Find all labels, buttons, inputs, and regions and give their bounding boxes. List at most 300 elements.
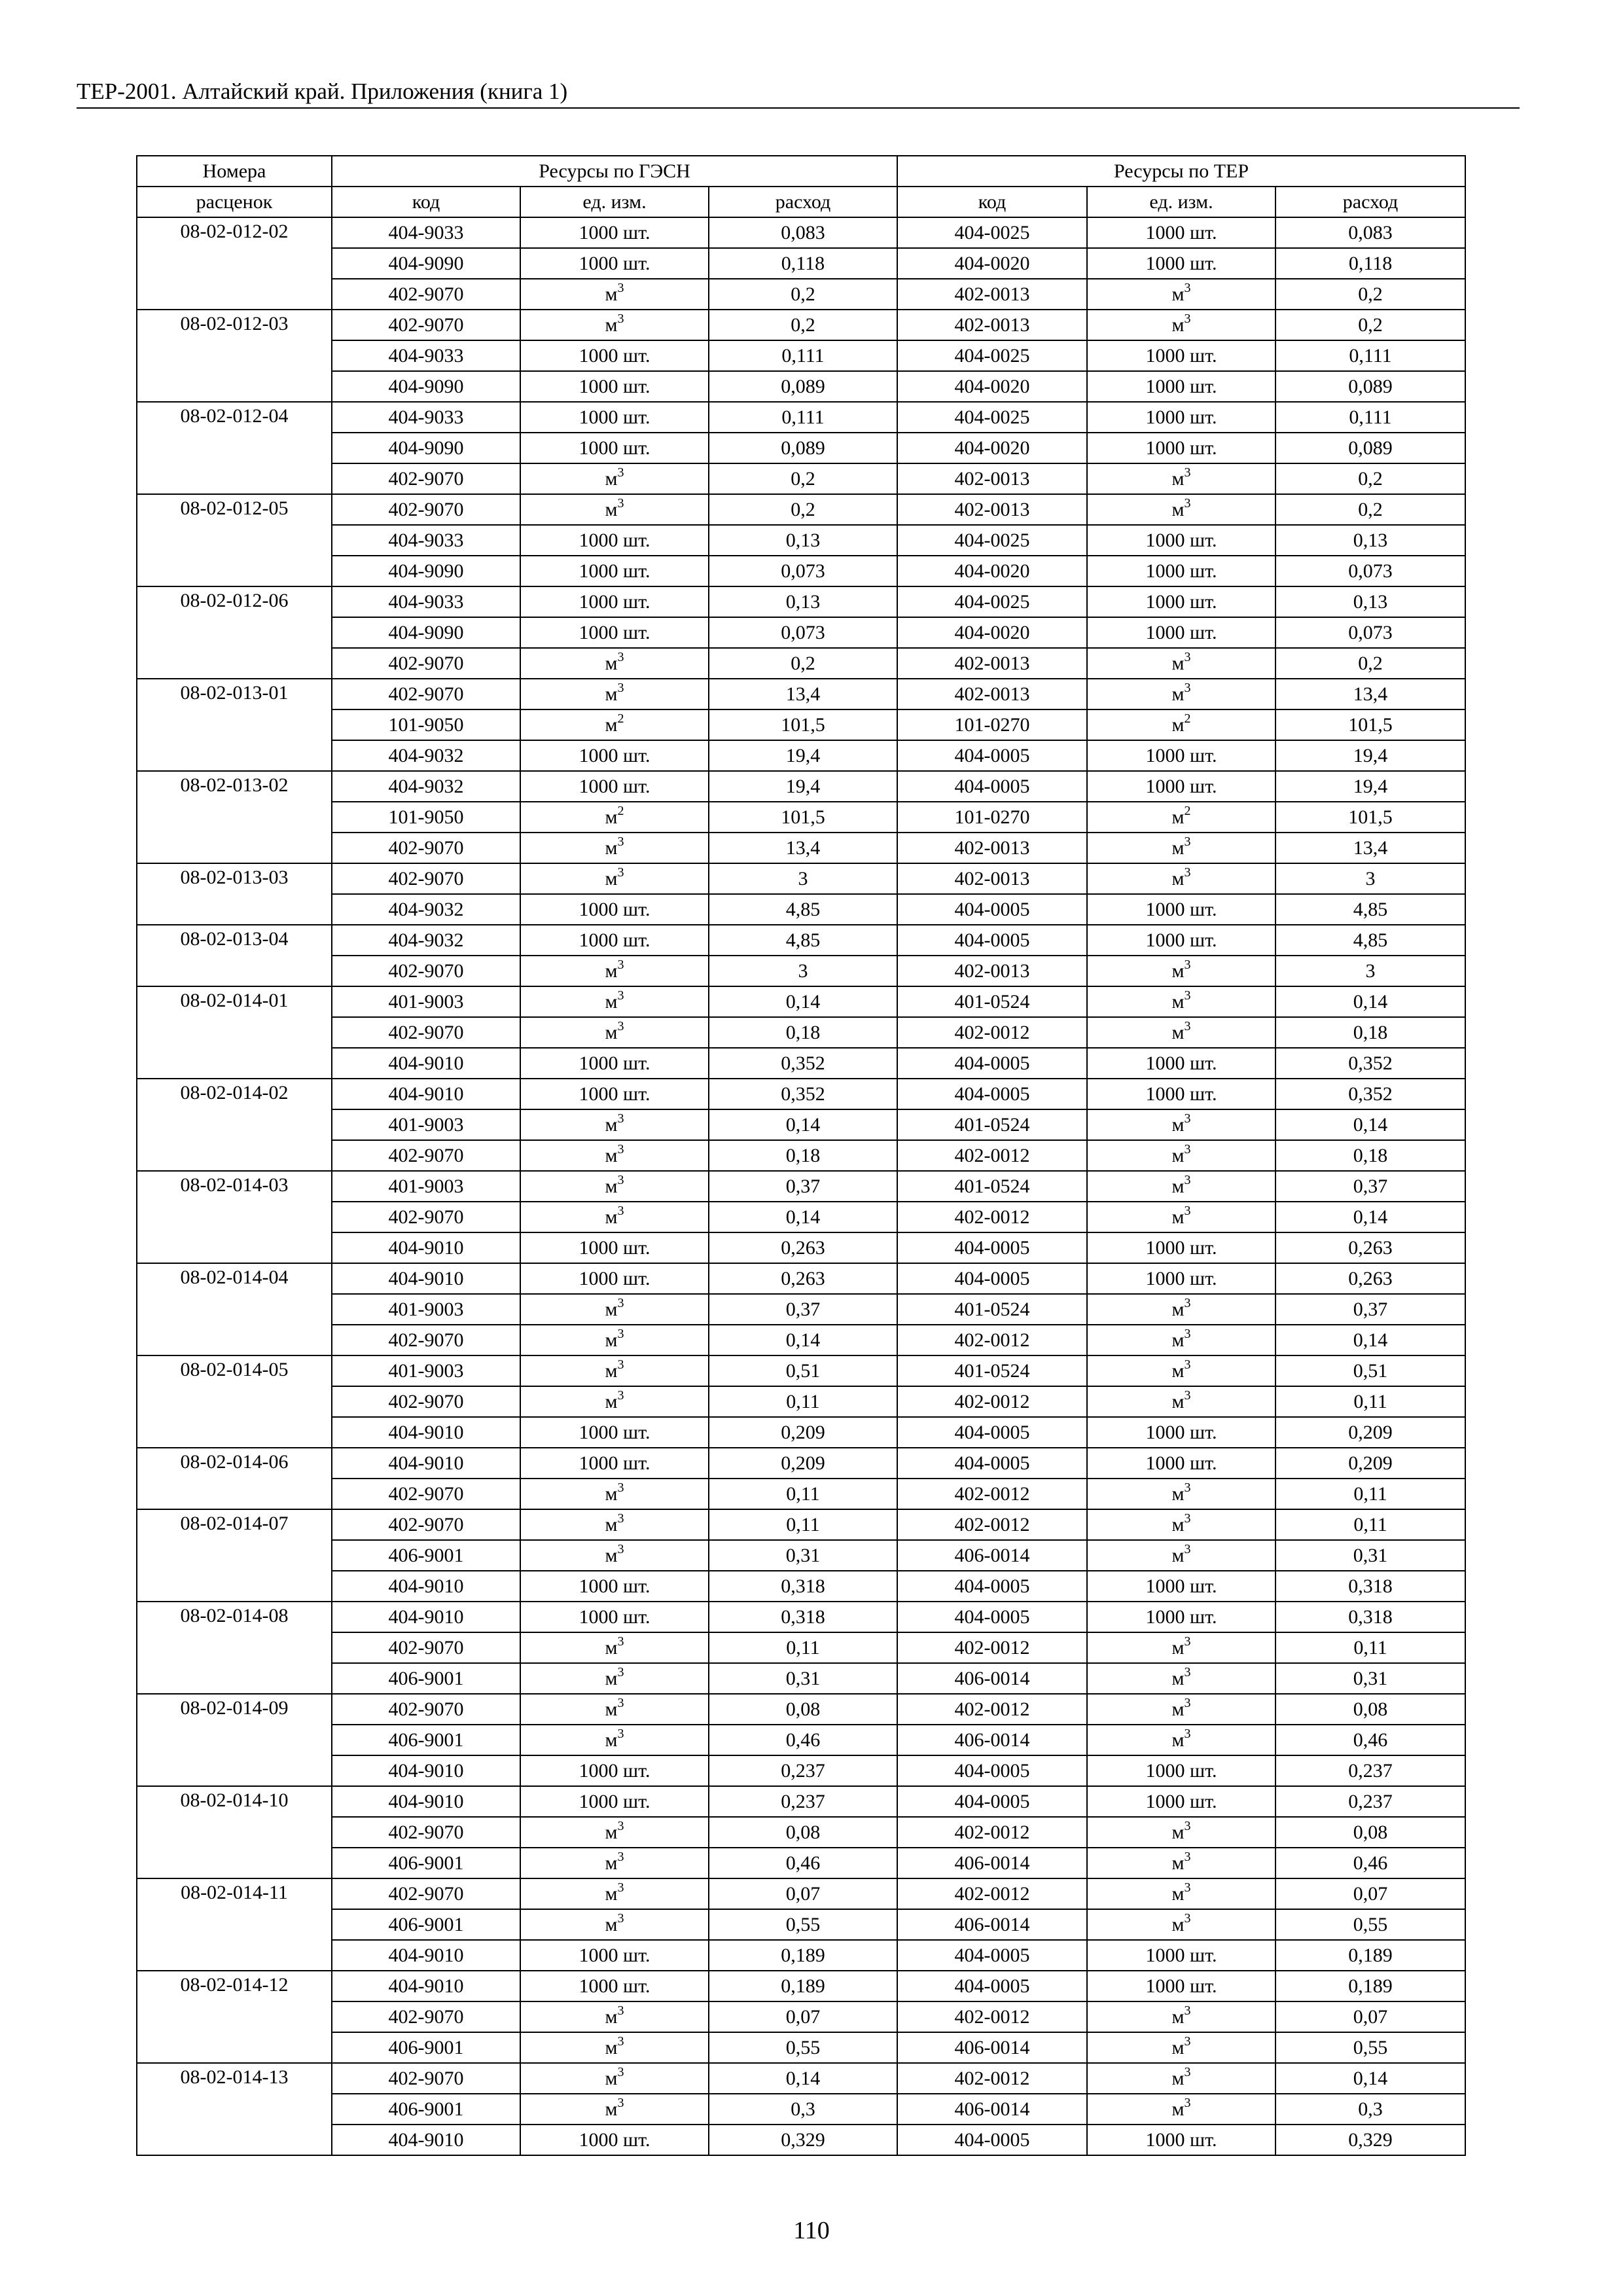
ter-code-cell: 404-0025 (897, 586, 1087, 617)
ter-code-cell: 402-0013 (897, 310, 1087, 340)
gesn-qty-cell: 0,14 (709, 1202, 897, 1232)
gesn-qty-cell: 0,37 (709, 1294, 897, 1325)
rate-number-empty (137, 1294, 332, 1325)
gesn-unit-cell: $м^2$ (520, 709, 709, 740)
ter-unit-cell: 1000 шт. (1087, 1448, 1275, 1479)
ter-qty-cell: 0,318 (1275, 1602, 1465, 1632)
gesn-code-cell: 406-9001 (332, 1909, 520, 1940)
gesn-qty-cell: 0,11 (709, 1509, 897, 1540)
gesn-qty-cell: 0,08 (709, 1694, 897, 1725)
rate-number-empty (137, 1571, 332, 1602)
gesn-qty-cell: 0,209 (709, 1448, 897, 1479)
ter-unit-cell: $м^3$ (1087, 310, 1275, 340)
gesn-code-cell: 404-9033 (332, 586, 520, 617)
table-row (137, 1079, 1465, 1109)
gesn-qty-cell: 0,51 (709, 1355, 897, 1386)
gesn-qty-cell: 0,18 (709, 1140, 897, 1171)
ter-unit-cell: $м^3$ (1087, 1325, 1275, 1355)
rate-number-empty (137, 1479, 332, 1509)
ter-unit-cell: 1000 шт. (1087, 1755, 1275, 1786)
ter-unit-cell: 1000 шт. (1087, 556, 1275, 586)
ter-qty-cell: 0,352 (1275, 1048, 1465, 1079)
rate-number: 08-02-014-12 (137, 1971, 332, 2001)
rate-number: 08-02-014-01 (137, 986, 332, 1017)
gesn-qty-cell: 0,2 (709, 648, 897, 679)
ter-qty-cell: 0,2 (1275, 648, 1465, 679)
rate-number: 08-02-012-02 (137, 217, 332, 248)
ter-code-cell: 404-0005 (897, 894, 1087, 925)
col-ter-header: Ресурсы по ТЕР (897, 156, 1465, 187)
ter-qty-cell: 0,237 (1275, 1755, 1465, 1786)
ter-qty-cell: 0,31 (1275, 1663, 1465, 1694)
gesn-qty-cell: 0,11 (709, 1632, 897, 1663)
gesn-code-cell: 402-9070 (332, 1694, 520, 1725)
gesn-code-cell: 401-9003 (332, 1355, 520, 1386)
table-row (137, 586, 1465, 617)
ter-unit-cell: $м^3$ (1087, 1479, 1275, 1509)
ter-unit-cell: 1000 шт. (1087, 340, 1275, 371)
table-row (137, 2032, 1465, 2063)
table-row (137, 771, 1465, 802)
ter-code-cell: 404-0025 (897, 402, 1087, 433)
rate-number-empty (137, 802, 332, 833)
ter-unit-cell: 1000 шт. (1087, 1571, 1275, 1602)
col-gesn-code-header: код (332, 187, 520, 217)
table-row (137, 1355, 1465, 1386)
ter-unit-cell: $м^3$ (1087, 1663, 1275, 1694)
table-header-row-1 (137, 156, 1465, 187)
gesn-qty-cell: 0,07 (709, 1878, 897, 1909)
gesn-qty-cell: 0,111 (709, 340, 897, 371)
rate-number: 08-02-013-01 (137, 679, 332, 709)
col-rate-numbers-header-line2: расценок (137, 187, 332, 217)
col-ter-qty-header: расход (1275, 187, 1465, 217)
ter-qty-cell: 0,46 (1275, 1848, 1465, 1878)
rate-number-empty (137, 648, 332, 679)
gesn-code-cell: 404-9032 (332, 771, 520, 802)
table-row (137, 1294, 1465, 1325)
ter-unit-cell: $м^3$ (1087, 648, 1275, 679)
gesn-qty-cell: 0,209 (709, 1417, 897, 1448)
table-row (137, 1602, 1465, 1632)
ter-qty-cell: 0,073 (1275, 556, 1465, 586)
gesn-qty-cell: 13,4 (709, 833, 897, 863)
gesn-unit-cell: $м^3$ (520, 494, 709, 525)
gesn-unit-cell: 1000 шт. (520, 1786, 709, 1817)
ter-qty-cell: 0,14 (1275, 986, 1465, 1017)
gesn-unit-cell: $м^3$ (520, 1017, 709, 1048)
gesn-unit-cell: 1000 шт. (520, 1448, 709, 1479)
gesn-qty-cell: 0,352 (709, 1048, 897, 1079)
ter-code-cell: 401-0524 (897, 1171, 1087, 1202)
rate-number-empty (137, 463, 332, 494)
gesn-code-cell: 101-9050 (332, 802, 520, 833)
table-row (137, 1909, 1465, 1940)
ter-qty-cell: 0,209 (1275, 1417, 1465, 1448)
rate-number: 08-02-014-08 (137, 1602, 332, 1632)
gesn-code-cell: 402-9070 (332, 1509, 520, 1540)
gesn-code-cell: 404-9010 (332, 1232, 520, 1263)
ter-qty-cell: 0,37 (1275, 1294, 1465, 1325)
ter-unit-cell: $м^3$ (1087, 1171, 1275, 1202)
gesn-unit-cell: $м^3$ (520, 1202, 709, 1232)
gesn-qty-cell: 0,073 (709, 617, 897, 648)
gesn-code-cell: 404-9033 (332, 525, 520, 556)
rate-number-empty (137, 740, 332, 771)
ter-unit-cell: 1000 шт. (1087, 1263, 1275, 1294)
rate-number-empty (137, 1817, 332, 1848)
ter-unit-cell: $м^3$ (1087, 863, 1275, 894)
ter-unit-cell: 1000 шт. (1087, 894, 1275, 925)
gesn-qty-cell: 0,14 (709, 2063, 897, 2094)
gesn-unit-cell: 1000 шт. (520, 1571, 709, 1602)
ter-unit-cell: $м^3$ (1087, 1632, 1275, 1663)
gesn-qty-cell: 0,118 (709, 248, 897, 279)
gesn-unit-cell: 1000 шт. (520, 586, 709, 617)
gesn-code-cell: 404-9033 (332, 217, 520, 248)
rate-number-empty (137, 1202, 332, 1232)
rate-number-empty (137, 433, 332, 463)
gesn-unit-cell: 1000 шт. (520, 1602, 709, 1632)
gesn-code-cell: 404-9010 (332, 1571, 520, 1602)
rate-number-empty (137, 556, 332, 586)
ter-qty-cell: 101,5 (1275, 802, 1465, 833)
gesn-unit-cell: 1000 шт. (520, 525, 709, 556)
page-number: 110 (793, 2217, 830, 2244)
gesn-qty-cell: 0,2 (709, 463, 897, 494)
gesn-code-cell: 402-9070 (332, 1479, 520, 1509)
ter-code-cell: 404-0025 (897, 217, 1087, 248)
ter-unit-cell: 1000 шт. (1087, 217, 1275, 248)
ter-unit-cell: $м^3$ (1087, 1386, 1275, 1417)
ter-qty-cell: 0,111 (1275, 340, 1465, 371)
ter-qty-cell: 0,14 (1275, 1109, 1465, 1140)
table-row (137, 894, 1465, 925)
ter-qty-cell: 0,118 (1275, 248, 1465, 279)
gesn-unit-cell: $м^3$ (520, 279, 709, 310)
gesn-code-cell: 404-9010 (332, 1448, 520, 1479)
ter-qty-cell: 0,073 (1275, 617, 1465, 648)
ter-code-cell: 404-0005 (897, 925, 1087, 956)
gesn-code-cell: 404-9032 (332, 740, 520, 771)
gesn-qty-cell: 0,237 (709, 1786, 897, 1817)
page-header: ТЕР-2001. Алтайский край. Приложения (книга 1) (77, 77, 1520, 109)
ter-unit-cell: $м^3$ (1087, 1878, 1275, 1909)
gesn-code-cell: 402-9070 (332, 679, 520, 709)
table-row (137, 1417, 1465, 1448)
rate-number: 08-02-012-03 (137, 310, 332, 340)
ter-unit-cell: 1000 шт. (1087, 1940, 1275, 1971)
col-ter-code-header: код (897, 187, 1087, 217)
ter-code-cell: 404-0020 (897, 617, 1087, 648)
gesn-unit-cell: 1000 шт. (520, 1079, 709, 1109)
gesn-qty-cell: 0,111 (709, 402, 897, 433)
gesn-qty-cell: 0,2 (709, 310, 897, 340)
rate-number: 08-02-014-10 (137, 1786, 332, 1817)
ter-code-cell: 402-0012 (897, 2001, 1087, 2032)
ter-qty-cell: 0,55 (1275, 2032, 1465, 2063)
ter-qty-cell: 0,11 (1275, 1386, 1465, 1417)
ter-qty-cell: 0,11 (1275, 1509, 1465, 1540)
rate-number-empty (137, 1048, 332, 1079)
gesn-qty-cell: 0,11 (709, 1479, 897, 1509)
gesn-code-cell: 402-9070 (332, 494, 520, 525)
ter-code-cell: 404-0005 (897, 1940, 1087, 1971)
gesn-qty-cell: 0,318 (709, 1571, 897, 1602)
ter-qty-cell: 0,3 (1275, 2094, 1465, 2125)
rate-number-empty (137, 1725, 332, 1755)
ter-qty-cell: 0,089 (1275, 433, 1465, 463)
ter-code-cell: 402-0012 (897, 1325, 1087, 1355)
table-body (137, 217, 1465, 2155)
ter-qty-cell: 13,4 (1275, 833, 1465, 863)
gesn-code-cell: 402-9070 (332, 463, 520, 494)
rate-number: 08-02-014-04 (137, 1263, 332, 1294)
gesn-code-cell: 406-9001 (332, 2094, 520, 2125)
rate-number-empty (137, 1940, 332, 1971)
ter-code-cell: 402-0012 (897, 1479, 1087, 1509)
col-rate-numbers-header: Номера (137, 156, 332, 187)
table-row (137, 1878, 1465, 1909)
ter-unit-cell: 1000 шт. (1087, 1048, 1275, 1079)
ter-qty-cell: 0,31 (1275, 1540, 1465, 1571)
ter-code-cell: 406-0014 (897, 1725, 1087, 1755)
gesn-qty-cell: 0,2 (709, 494, 897, 525)
ter-code-cell: 406-0014 (897, 1909, 1087, 1940)
gesn-code-cell: 402-9070 (332, 279, 520, 310)
table-row (137, 925, 1465, 956)
gesn-unit-cell: $м^3$ (520, 1694, 709, 1725)
gesn-code-cell: 404-9010 (332, 1048, 520, 1079)
ter-qty-cell: 0,07 (1275, 2001, 1465, 2032)
ter-code-cell: 404-0005 (897, 1602, 1087, 1632)
table-row (137, 248, 1465, 279)
gesn-code-cell: 402-9070 (332, 833, 520, 863)
rate-number-empty (137, 1232, 332, 1263)
ter-code-cell: 404-0005 (897, 2125, 1087, 2155)
gesn-unit-cell: 1000 шт. (520, 740, 709, 771)
gesn-code-cell: 404-9010 (332, 1755, 520, 1786)
gesn-qty-cell: 4,85 (709, 925, 897, 956)
ter-unit-cell: $м^3$ (1087, 2094, 1275, 2125)
rate-number: 08-02-014-09 (137, 1694, 332, 1725)
table-row (137, 2001, 1465, 2032)
gesn-code-cell: 402-9070 (332, 1878, 520, 1909)
ter-code-cell: 402-0013 (897, 648, 1087, 679)
ter-unit-cell: $м^3$ (1087, 1909, 1275, 1940)
ter-unit-cell: $м^2$ (1087, 709, 1275, 740)
ter-qty-cell: 0,14 (1275, 2063, 1465, 2094)
gesn-qty-cell: 0,237 (709, 1755, 897, 1786)
gesn-code-cell: 404-9090 (332, 371, 520, 402)
gesn-qty-cell: 0,31 (709, 1540, 897, 1571)
ter-code-cell: 402-0013 (897, 679, 1087, 709)
table-row (137, 1048, 1465, 1079)
ter-qty-cell: 0,209 (1275, 1448, 1465, 1479)
table-row (137, 402, 1465, 433)
ter-qty-cell: 4,85 (1275, 925, 1465, 956)
rate-number-empty (137, 1325, 332, 1355)
gesn-unit-cell: $м^3$ (520, 1848, 709, 1878)
table-row (137, 1509, 1465, 1540)
rate-number-empty (137, 2032, 332, 2063)
gesn-code-cell: 404-9010 (332, 1940, 520, 1971)
gesn-qty-cell: 0,089 (709, 371, 897, 402)
ter-qty-cell: 4,85 (1275, 894, 1465, 925)
rate-number-empty (137, 248, 332, 279)
ter-qty-cell: 0,2 (1275, 279, 1465, 310)
ter-qty-cell: 0,189 (1275, 1940, 1465, 1971)
ter-unit-cell: $м^3$ (1087, 1817, 1275, 1848)
ter-unit-cell: $м^3$ (1087, 2063, 1275, 2094)
ter-unit-cell: $м^3$ (1087, 1109, 1275, 1140)
col-gesn-unit-header: ед. изм. (520, 187, 709, 217)
gesn-code-cell: 402-9070 (332, 1632, 520, 1663)
gesn-unit-cell: $м^3$ (520, 1725, 709, 1755)
table-row (137, 1940, 1465, 1971)
table-row (137, 1663, 1465, 1694)
gesn-unit-cell: $м^3$ (520, 1909, 709, 1940)
ter-qty-cell: 19,4 (1275, 740, 1465, 771)
gesn-code-cell: 406-9001 (332, 1725, 520, 1755)
rate-number: 08-02-014-11 (137, 1878, 332, 1909)
rate-number: 08-02-014-07 (137, 1509, 332, 1540)
gesn-code-cell: 401-9003 (332, 1294, 520, 1325)
col-ter-unit-header: ед. изм. (1087, 187, 1275, 217)
gesn-code-cell: 402-9070 (332, 1140, 520, 1171)
rate-number-empty (137, 956, 332, 986)
gesn-unit-cell: 1000 шт. (520, 433, 709, 463)
ter-code-cell: 402-0012 (897, 1817, 1087, 1848)
gesn-code-cell: 404-9090 (332, 617, 520, 648)
ter-qty-cell: 0,237 (1275, 1786, 1465, 1817)
ter-unit-cell: 1000 шт. (1087, 433, 1275, 463)
gesn-qty-cell: 101,5 (709, 709, 897, 740)
table-row (137, 1540, 1465, 1571)
gesn-unit-cell: $м^3$ (520, 1140, 709, 1171)
table-row (137, 217, 1465, 248)
gesn-code-cell: 404-9033 (332, 340, 520, 371)
ter-unit-cell: 1000 шт. (1087, 586, 1275, 617)
gesn-qty-cell: 0,189 (709, 1971, 897, 2001)
gesn-qty-cell: 0,263 (709, 1232, 897, 1263)
gesn-unit-cell: $м^3$ (520, 1294, 709, 1325)
ter-qty-cell: 0,18 (1275, 1140, 1465, 1171)
ter-unit-cell: 1000 шт. (1087, 925, 1275, 956)
table-header-row-2 (137, 187, 1465, 217)
ter-code-cell: 404-0005 (897, 1448, 1087, 1479)
gesn-code-cell: 402-9070 (332, 1017, 520, 1048)
table-row (137, 986, 1465, 1017)
table-row (137, 833, 1465, 863)
gesn-code-cell: 406-9001 (332, 1663, 520, 1694)
ter-unit-cell: $м^3$ (1087, 2001, 1275, 2032)
gesn-unit-cell: 1000 шт. (520, 402, 709, 433)
gesn-unit-cell: 1000 шт. (520, 1755, 709, 1786)
gesn-code-cell: 404-9033 (332, 402, 520, 433)
table-row (137, 310, 1465, 340)
gesn-unit-cell: $м^3$ (520, 956, 709, 986)
gesn-qty-cell: 0,073 (709, 556, 897, 586)
gesn-unit-cell: $м^3$ (520, 1540, 709, 1571)
rate-number-empty (137, 1417, 332, 1448)
gesn-unit-cell: 1000 шт. (520, 894, 709, 925)
gesn-qty-cell: 0,3 (709, 2094, 897, 2125)
gesn-unit-cell: 1000 шт. (520, 248, 709, 279)
table-row (137, 279, 1465, 310)
ter-qty-cell: 19,4 (1275, 771, 1465, 802)
ter-qty-cell: 0,11 (1275, 1479, 1465, 1509)
gesn-code-cell: 404-9010 (332, 1786, 520, 1817)
gesn-code-cell: 404-9032 (332, 925, 520, 956)
table-row (137, 1632, 1465, 1663)
ter-code-cell: 101-0270 (897, 709, 1087, 740)
ter-code-cell: 402-0012 (897, 1202, 1087, 1232)
ter-code-cell: 402-0013 (897, 863, 1087, 894)
table-row (137, 340, 1465, 371)
ter-code-cell: 402-0012 (897, 1386, 1087, 1417)
ter-unit-cell: 1000 шт. (1087, 771, 1275, 802)
gesn-qty-cell: 0,2 (709, 279, 897, 310)
gesn-qty-cell: 3 (709, 956, 897, 986)
ter-code-cell: 402-0012 (897, 1632, 1087, 1663)
table-row (137, 740, 1465, 771)
ter-code-cell: 401-0524 (897, 986, 1087, 1017)
gesn-qty-cell: 19,4 (709, 771, 897, 802)
gesn-unit-cell: $м^3$ (520, 1663, 709, 1694)
rate-number-empty (137, 2094, 332, 2125)
gesn-qty-cell: 0,55 (709, 2032, 897, 2063)
gesn-code-cell: 101-9050 (332, 709, 520, 740)
rate-number-empty (137, 340, 332, 371)
ter-code-cell: 406-0014 (897, 2094, 1087, 2125)
table-row (137, 709, 1465, 740)
gesn-code-cell: 406-9001 (332, 1848, 520, 1878)
gesn-unit-cell: $м^3$ (520, 679, 709, 709)
gesn-unit-cell: $м^3$ (520, 1878, 709, 1909)
ter-unit-cell: $м^3$ (1087, 1202, 1275, 1232)
ter-code-cell: 402-0012 (897, 1140, 1087, 1171)
gesn-unit-cell: $м^3$ (520, 310, 709, 340)
ter-qty-cell: 0,329 (1275, 2125, 1465, 2155)
rate-number-empty (137, 279, 332, 310)
ter-unit-cell: $м^3$ (1087, 463, 1275, 494)
table-row (137, 1694, 1465, 1725)
gesn-code-cell: 402-9070 (332, 1817, 520, 1848)
rate-number-empty (137, 371, 332, 402)
ter-code-cell: 406-0014 (897, 1540, 1087, 1571)
gesn-unit-cell: $м^3$ (520, 1817, 709, 1848)
gesn-qty-cell: 0,083 (709, 217, 897, 248)
table-row (137, 1109, 1465, 1140)
gesn-unit-cell: 1000 шт. (520, 371, 709, 402)
rate-number: 08-02-014-13 (137, 2063, 332, 2094)
ter-code-cell: 401-0524 (897, 1109, 1087, 1140)
ter-code-cell: 404-0020 (897, 248, 1087, 279)
rate-number: 08-02-013-02 (137, 771, 332, 802)
gesn-code-cell: 404-9010 (332, 1263, 520, 1294)
ter-code-cell: 402-0013 (897, 956, 1087, 986)
table-row (137, 802, 1465, 833)
ter-unit-cell: $м^3$ (1087, 1540, 1275, 1571)
table-row (137, 1479, 1465, 1509)
table-row (137, 1263, 1465, 1294)
gesn-code-cell: 402-9070 (332, 1386, 520, 1417)
rate-number: 08-02-014-03 (137, 1171, 332, 1202)
table-row (137, 956, 1465, 986)
rate-number: 08-02-014-05 (137, 1355, 332, 1386)
gesn-code-cell: 402-9070 (332, 956, 520, 986)
